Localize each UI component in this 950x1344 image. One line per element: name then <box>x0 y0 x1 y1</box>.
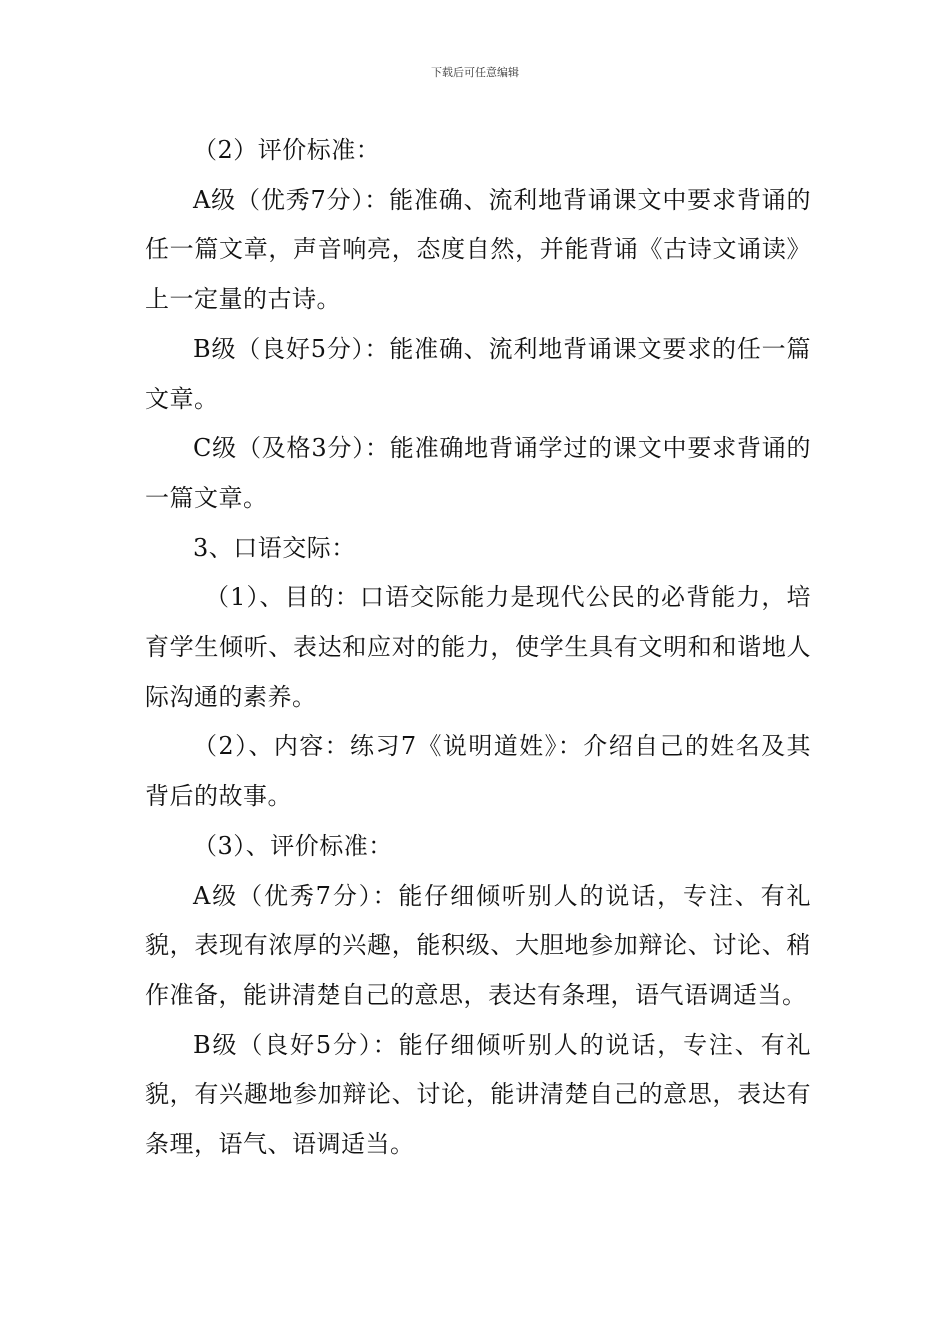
paragraph-purpose: （1）、目的：口语交际能力是现代公民的必背能力，培育学生倾听、表达和应对的能力，使学生具有文明和和谐地人际沟通的素养。 <box>145 583 811 711</box>
section-heading-oral-communication: 3、口语交际： <box>193 533 356 562</box>
paragraph-oral-grade-a: A级（优秀7分）：能仔细倾听别人的说话，专注、有礼貌，表现有浓厚的兴趣，能积级、大胆地参加辩论、讨论、稍作准备，能讲清楚自己的意思，表达有条理，语气语调适当。 <box>145 881 811 1009</box>
paragraph-evaluation-standard: （2）评价标准： <box>193 136 381 164</box>
paragraph-grade-a: A级（优秀7分）：能准确、流利地背诵课文中要求背诵的任一篇文章，声音响亮，态度自然，并能背诵《古诗文诵读》上一定量的古诗。 <box>145 185 811 314</box>
paragraph-content: （2）、内容：练习7《说明道姓》：介绍自己的姓名及其背后的故事。 <box>145 732 811 811</box>
document-body <box>145 126 811 1170</box>
paragraph-oral-grade-b: B级（良好5分）：能仔细倾听别人的说话，专注、有礼貌，有兴趣地参加辩论、讨论，能讲清楚自己的意思，表达有条理，语气、语调适当。 <box>145 1030 811 1159</box>
paragraph-oral-evaluation-standard: （3）、评价标准： <box>193 831 393 860</box>
paragraph-grade-b: B级（良好5分）：能准确、流利地背诵课文要求的任一篇文章。 <box>145 334 811 413</box>
paragraph-grade-c: C级（及格3分）：能准确地背诵学过的课文中要求背诵的一篇文章。 <box>145 434 811 512</box>
page-header: 下载后可任意编辑 <box>431 66 519 79</box>
